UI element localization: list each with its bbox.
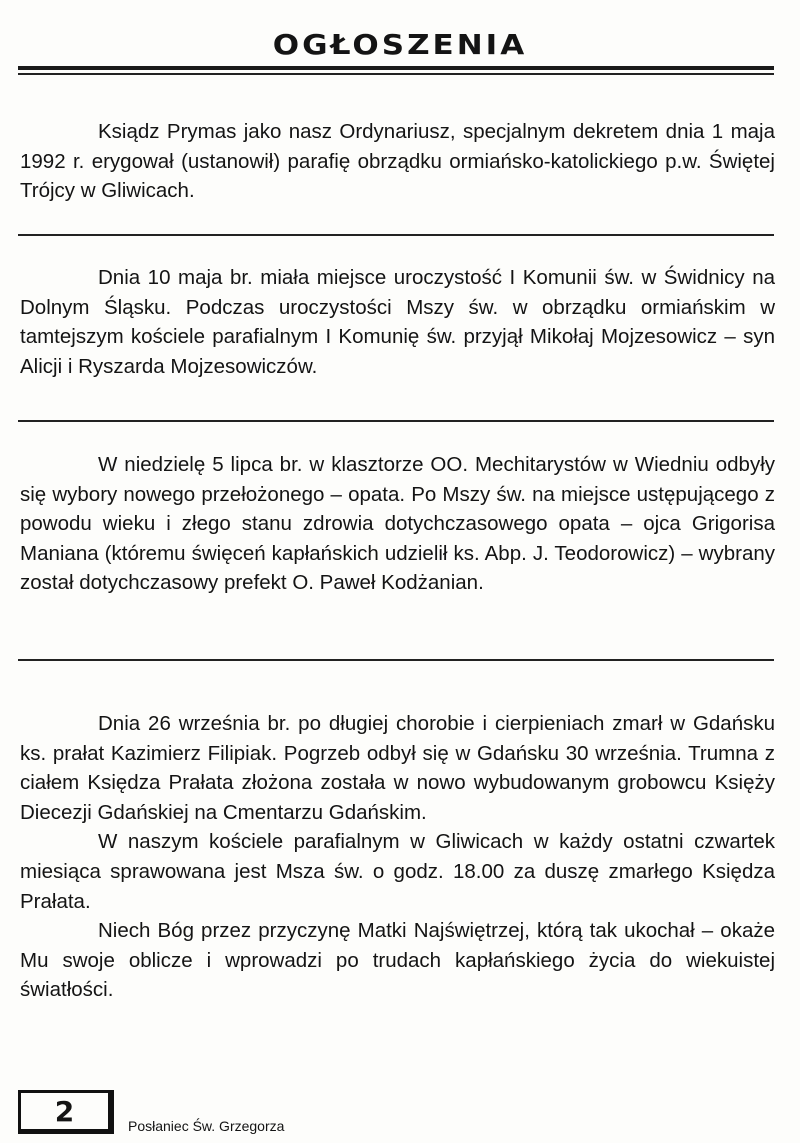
page-title: OGŁOSZENIA <box>272 29 528 61</box>
announcement-opat: W niedzielę 5 lipca br. w klasztorze OO. Mechitarystów w Wiedniu odbyły się wybory nowego przełożonego – opata. Po Mszy św. na miejsce ustępującego z powodu wieku i złego stanu zdrowia dotychczasowego opata – ojca Grigorisa Maniana (któremu święceń kapłańskich udzielił ks. Abp. J. Teodorowicz) – wybrany został dotychczasowy prefekt O. Paweł Kodżanian. <box>20 453 775 595</box>
announcement-komunia: Dnia 10 maja br. miała miejsce uroczystość I Komunii św. w Świdnicy na Dolnym Śląsku. Podczas uroczystości Mszy św. w obrządku ormiańskim w tamtejszym kościele parafialnym I Komunię św. przyjął Mikołaj Mojzesowicz – syn Alicji i Ryszarda Mojzesowiczów. <box>20 266 775 378</box>
separator-rule <box>18 420 774 422</box>
separator-rule <box>18 659 774 661</box>
title-underline <box>18 66 774 70</box>
title-underline-thin <box>18 73 774 75</box>
obituary-paragraph: Dnia 26 września br. po długiej chorobie i cierpieniach zmarł w Gdańsku ks. prałat Kazimierz Filipiak. Pogrzeb odbył się w Gdańsku 30 września. Trumna z ciałem Księdza Prałata złożona została w nowo wybudowanym grobowcu Księży Diecezji Gdańskiej na Cmentarzu Gdańskim. <box>20 712 775 824</box>
mass-paragraph: W naszym kościele parafialnym w Gliwicach w każdy ostatni czwartek miesiąca sprawowana jest Msza św. o godz. 18.00 za duszę zmarłego Księdza Prałata. <box>20 830 775 913</box>
separator-rule <box>18 234 774 236</box>
prayer-paragraph: Niech Bóg przez przyczynę Matki Najświętrzej, którą tak ukochał – okaże Mu swoje oblicze i wprowadzi po trudach kapłańskiego życia do wiekuistej światłości. <box>20 919 775 1002</box>
page-number: 2 <box>18 1090 114 1134</box>
announcement-parafia: Ksiądz Prymas jako nasz Ordynariusz, specjalnym dekretem dnia 1 maja 1992 r. erygował (ustanowił) parafię obrządku ormiańsko-katolickiego p.w. Świętej Trójcy w Gliwicach. <box>20 120 775 203</box>
announcement-pogrzeb <box>20 709 775 1005</box>
publication-name: Posłaniec Św. Grzegorza <box>128 1118 285 1134</box>
